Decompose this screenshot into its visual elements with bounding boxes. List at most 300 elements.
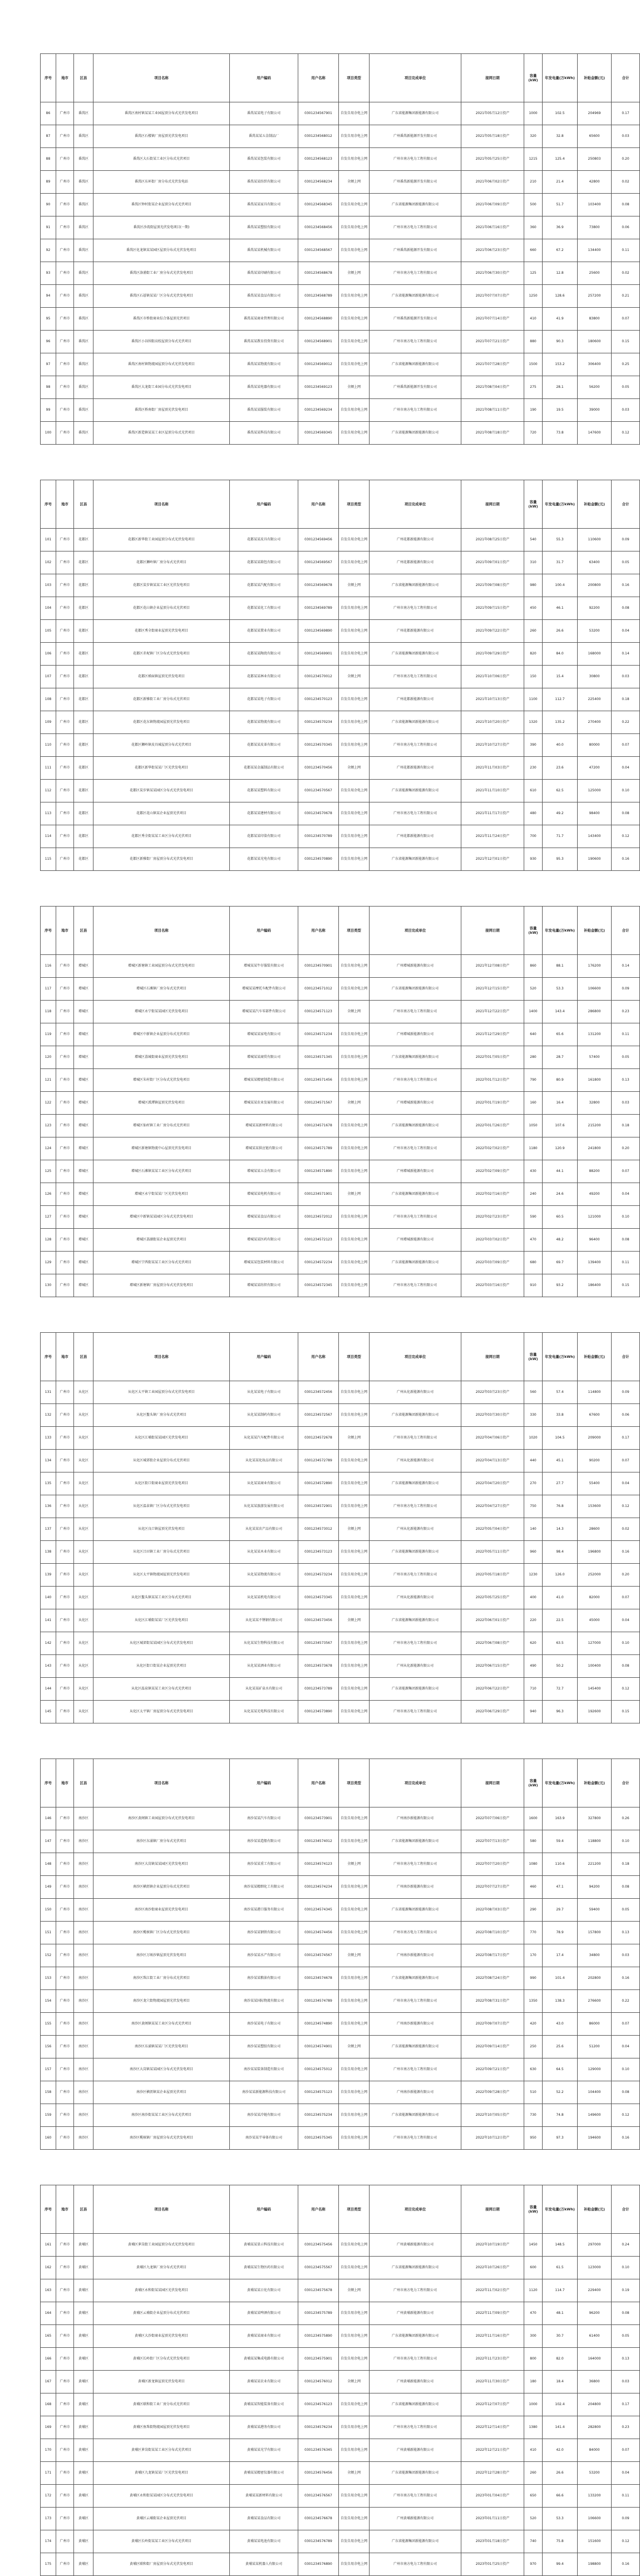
table-row	[41, 1830, 640, 1853]
table-cell: 2022年11月09日投产	[461, 2302, 524, 2325]
table-cell: 0.22	[612, 1990, 640, 2013]
table-cell: 860	[524, 955, 543, 978]
table-row	[41, 1990, 640, 2013]
table-cell: 36800	[578, 2371, 612, 2393]
table-cell: 0.02	[612, 171, 640, 194]
table-cell: 广州市	[56, 1967, 74, 1990]
table-cell: 24.6	[543, 1183, 578, 1206]
table-cell: 320	[524, 125, 543, 148]
table-cell: 广东省能源集团新能源有限公司	[370, 978, 461, 1001]
table-row	[41, 2439, 640, 2462]
table-cell: 从化某某制药有限公司	[230, 1404, 298, 1427]
table-cell: 0301234568123	[298, 148, 339, 171]
table-row	[41, 1046, 640, 1069]
table-cell: 0301234569234	[298, 399, 339, 422]
table-row	[41, 620, 640, 643]
column-header: 年发电量(万kWh)	[543, 1333, 578, 1381]
table-cell: 广州市	[56, 1252, 74, 1274]
table-cell: 2021年12月01日投产	[461, 848, 524, 871]
table-cell: 增城区	[74, 1229, 93, 1252]
table-cell: 650	[524, 2485, 543, 2508]
table-cell: 90	[41, 194, 56, 216]
table-cell: 从化区江埔街某某园区光伏发电项目	[93, 1427, 230, 1450]
table-cell: 42.0	[543, 2439, 578, 2462]
table-cell: 广州花都新能源有限公司	[370, 825, 461, 848]
table-cell: 增城区	[74, 1206, 93, 1229]
table-cell: 增城某某新材料有限公司	[230, 1115, 298, 1137]
table-cell: 0.09	[612, 529, 640, 551]
table-cell: 198800	[578, 2553, 612, 2576]
table-cell: 自发自用余电上网	[339, 711, 370, 734]
table-cell: 53200	[578, 2462, 612, 2485]
table-cell: 2022年05月04日投产	[461, 1518, 524, 1541]
table-cell: 0.23	[612, 1001, 640, 1023]
table-cell: 0.07	[612, 1160, 640, 1183]
table-cell: 广东省能源集团新能源有限公司	[370, 1678, 461, 1701]
table-cell: 2022年07月06日投产	[461, 1807, 524, 1830]
table-cell: 0.07	[612, 1450, 640, 1472]
table-row	[41, 2257, 640, 2279]
table-cell: 广东省能源集团新能源有限公司	[370, 1404, 461, 1427]
table-cell: 自发自用余电上网	[339, 734, 370, 757]
table-cell: 增城区	[74, 1252, 93, 1274]
table-cell: 广州市	[56, 1541, 74, 1564]
table-row	[41, 1381, 640, 1404]
table-cell: 全额上网	[339, 1518, 370, 1541]
table-row	[41, 1807, 640, 1830]
table-cell: 520	[524, 2508, 543, 2530]
table-cell: 270	[524, 1472, 543, 1495]
column-header: 项目名称	[93, 1759, 230, 1807]
table-row	[41, 353, 640, 376]
table-cell: 108	[41, 688, 56, 711]
table-cell: 增城某某纺织有限公司	[230, 1274, 298, 1297]
column-header: 项目完成单位	[370, 2185, 461, 2234]
table-row	[41, 597, 640, 620]
column-header: 项目类型	[339, 480, 370, 529]
table-cell: 从化某某农产品有限公司	[230, 1518, 298, 1541]
table-cell: 广州市	[56, 1137, 74, 1160]
table-cell: 番禺区	[74, 353, 93, 376]
table-cell: 自发自用余电上网	[339, 2013, 370, 2036]
table-cell: 南沙某某装备制造有限公司	[230, 2058, 298, 2081]
table-cell: 自发自用余电上网	[339, 2302, 370, 2325]
table-cell: 花都区花山镇企业屋顶分布式光伏项目	[93, 597, 230, 620]
table-cell: 花都某某置业有限公司	[230, 620, 298, 643]
table-row	[41, 1069, 640, 1092]
table-cell: 270400	[578, 711, 612, 734]
table-cell: 广州市	[56, 2508, 74, 2530]
table-cell: 花都某某陶瓷有限公司	[230, 643, 298, 666]
table-cell: 260	[524, 620, 543, 643]
table-cell: 149600	[578, 2104, 612, 2127]
subsidy-table-1	[40, 53, 640, 445]
table-cell: 南沙某某冷链有限公司	[230, 2104, 298, 2127]
column-header: 项目完成单位	[370, 1333, 461, 1381]
table-cell: 88.1	[543, 955, 578, 978]
table-row	[41, 1701, 640, 1723]
table-cell: 广州市	[56, 1183, 74, 1206]
table-cell: 黄埔区	[74, 2371, 93, 2393]
table-row	[41, 1495, 640, 1518]
table-row	[41, 1404, 640, 1427]
table-cell: 黄埔区	[74, 2553, 93, 2576]
table-cell: 0.08	[612, 2302, 640, 2325]
table-cell: 0.03	[612, 125, 640, 148]
table-cell: 番禺某某服装有限公司	[230, 399, 298, 422]
table-cell: 0301234570789	[298, 825, 339, 848]
table-cell: 2021年08月11日投产	[461, 399, 524, 422]
table-cell: 0.22	[612, 711, 640, 734]
table-cell: 1000	[524, 102, 543, 125]
table-cell: 154	[41, 1990, 56, 2013]
table-cell: 2021年10月06日投产	[461, 666, 524, 688]
table-row	[41, 1541, 640, 1564]
table-cell: 广州从化新能源有限公司	[370, 1655, 461, 1678]
table-cell: 黄埔某某显示科技有限公司	[230, 2234, 298, 2257]
column-header: 项目完成单位	[370, 907, 461, 955]
table-row	[41, 551, 640, 574]
table-cell: 165	[41, 2325, 56, 2348]
column-header: 区县	[74, 480, 93, 529]
table-cell: 黄埔区长岭街某某工业区分布式光伏项目	[93, 2530, 230, 2553]
table-row	[41, 734, 640, 757]
table-cell: 0301234568567	[298, 239, 339, 262]
table-cell: 2022年09月21日投产	[461, 2058, 524, 2081]
table-cell: 117	[41, 978, 56, 1001]
table-cell: 88	[41, 148, 56, 171]
table-cell: 自发自用余电上网	[339, 422, 370, 445]
table-cell: 53.3	[543, 2508, 578, 2530]
table-cell: 0301234569789	[298, 597, 339, 620]
table-cell: 0301234570567	[298, 780, 339, 802]
table-cell: 自发自用余电上网	[339, 2485, 370, 2508]
table-cell: 330	[524, 1404, 543, 1427]
table-cell: 39000	[578, 399, 612, 422]
table-cell: 黄埔区	[74, 2348, 93, 2371]
table-cell: 96400	[578, 1229, 612, 1252]
table-cell: 花都区炭步镇某某工业区光伏发电项目	[93, 574, 230, 597]
table-cell: 78.9	[543, 1922, 578, 1944]
table-cell: 广东省能源集团新能源有限公司	[370, 780, 461, 802]
table-cell: 自发自用余电上网	[339, 2416, 370, 2439]
table-cell: 280	[524, 1046, 543, 1069]
table-cell: 220	[524, 1609, 543, 1632]
table-cell: 0.12	[612, 2530, 640, 2553]
table-row	[41, 148, 640, 171]
table-cell: 2022年07月13日投产	[461, 1830, 524, 1853]
table-cell: 增城区	[74, 955, 93, 978]
table-cell: 自发自用余电上网	[339, 2234, 370, 2257]
table-row	[41, 2348, 640, 2371]
table-cell: 增城某某牛仔服装有限公司	[230, 955, 298, 978]
column-header: 补贴金额(元)	[578, 1333, 612, 1381]
table-cell: 广州市	[56, 2393, 74, 2416]
table-cell: 0.09	[612, 2508, 640, 2530]
table-cell: 171	[41, 2462, 56, 2485]
table-cell: 广东省能源集团新能源有限公司	[370, 2393, 461, 2416]
table-cell: 广州市	[56, 643, 74, 666]
table-cell: 广州市	[56, 802, 74, 825]
table-cell: 广州花都新能源有限公司	[370, 620, 461, 643]
table-cell: 2022年05月25日投产	[461, 1587, 524, 1609]
table-cell: 广州市	[56, 1206, 74, 1229]
table-cell: 115	[41, 848, 56, 871]
table-cell: 广州市南方电力工程有限公司	[370, 2279, 461, 2302]
table-cell: 192600	[578, 1701, 612, 1723]
table-cell: 64.5	[543, 2058, 578, 2081]
column-header: 年发电量(万kWh)	[543, 907, 578, 955]
table-cell: 花都区	[74, 620, 93, 643]
table-cell: 广州市南方电力工程有限公司	[370, 2553, 461, 2576]
table-cell: 广州市	[56, 1655, 74, 1678]
table-cell: 南沙区	[74, 1922, 93, 1944]
table-cell: 2022年03月30日投产	[461, 1404, 524, 1427]
column-header: 用户名称	[298, 2185, 339, 2234]
table-cell: 增城区新塘镇物流中心屋顶光伏发电项目	[93, 1137, 230, 1160]
table-row	[41, 1587, 640, 1609]
table-cell: 从化区	[74, 1450, 93, 1472]
table-cell: 从化区	[74, 1655, 93, 1678]
table-header-row	[41, 54, 640, 102]
table-cell: 0301234568234	[298, 171, 339, 194]
table-cell: 花都某某皮革有限公司	[230, 734, 298, 757]
column-header: 项目名称	[93, 907, 230, 955]
table-cell: 48.2	[543, 1229, 578, 1252]
table-cell: 花都某某塑料有限公司	[230, 780, 298, 802]
table-cell: 33.8	[543, 1404, 578, 1427]
table-row	[41, 216, 640, 239]
table-cell: 番禺区市桥街商业综合体屋顶光伏项目	[93, 308, 230, 331]
table-cell: 从化区太平镇工业园屋顶分布式光伏发电项目	[93, 1381, 230, 1404]
table-cell: 广州市	[56, 1701, 74, 1723]
table-cell: 0.15	[612, 1701, 640, 1723]
table-row	[41, 399, 640, 422]
table-cell: 0.10	[612, 2058, 640, 2081]
table-cell: 从化区城郊街某某园区分布式光伏发电项目	[93, 1632, 230, 1655]
table-cell: 广州市	[56, 848, 74, 871]
table-cell: 710	[524, 1678, 543, 1701]
table-cell: 260	[524, 2462, 543, 2485]
table-cell: 170	[524, 1944, 543, 1967]
table-cell: 26.6	[543, 2462, 578, 2485]
table-cell: 南沙区南沙街商业屋顶光伏发电项目	[93, 1899, 230, 1922]
column-header: 合计	[612, 480, 640, 529]
table-cell: 69.7	[543, 1252, 578, 1274]
table-cell: 0.15	[612, 331, 640, 353]
table-cell: 自发自用余电上网	[339, 216, 370, 239]
table-cell: 2021年08月18日投产	[461, 422, 524, 445]
table-cell: 番禺某某食品有限公司	[230, 285, 298, 308]
table-cell: 黄埔区新龙镇屋顶光伏发电项目	[93, 2371, 230, 2393]
table-cell: 广州从化新能源有限公司	[370, 1518, 461, 1541]
table-cell: 南沙区	[74, 1853, 93, 1876]
table-row	[41, 125, 640, 148]
table-cell: 1230	[524, 1564, 543, 1587]
table-cell: 0301234573012	[298, 1518, 339, 1541]
table-row	[41, 1876, 640, 1899]
table-cell: 114800	[578, 1381, 612, 1404]
subsidy-table-5	[40, 1759, 640, 2150]
table-cell: 全额上网	[339, 1853, 370, 1876]
table-cell: 广东省能源集团新能源有限公司	[370, 1609, 461, 1632]
table-cell: 57400	[578, 1046, 612, 1069]
table-cell: 164	[41, 2302, 56, 2325]
table-cell: 490	[524, 1655, 543, 1678]
table-cell: 67.2	[543, 239, 578, 262]
table-cell: 0301234572012	[298, 1206, 339, 1229]
table-cell: 从化区温泉镇某某工业区分布式光伏项目	[93, 1678, 230, 1701]
table-cell: 210	[524, 171, 543, 194]
table-cell: 112	[41, 780, 56, 802]
table-cell: 0.20	[612, 1564, 640, 1587]
table-cell: 103400	[578, 194, 612, 216]
table-cell: 2023年01月04日投产	[461, 2485, 524, 2508]
table-cell: 从化区	[74, 1587, 93, 1609]
table-cell: 增城区	[74, 1137, 93, 1160]
table-cell: 广州市	[56, 376, 74, 399]
column-header: 补贴金额(元)	[578, 1759, 612, 1807]
table-cell: 增城区派潭镇屋顶光伏发电项目	[93, 1092, 230, 1115]
table-cell: 84.0	[543, 643, 578, 666]
table-cell: 102.5	[543, 102, 578, 125]
table-cell: 自发自用余电上网	[339, 1069, 370, 1092]
table-cell: 72.7	[543, 1678, 578, 1701]
table-cell: 186400	[578, 1274, 612, 1297]
table-cell: 自发自用余电上网	[339, 955, 370, 978]
table-header-row	[41, 907, 640, 955]
table-cell: 全额上网	[339, 376, 370, 399]
table-cell: 95	[41, 308, 56, 331]
table-cell: 番禺区	[74, 422, 93, 445]
table-cell: 1600	[524, 1807, 543, 1830]
table-row	[41, 2104, 640, 2127]
table-row	[41, 1632, 640, 1655]
table-cell: 160	[524, 1092, 543, 1115]
table-cell: 190	[524, 399, 543, 422]
table-cell: 广州市	[56, 2081, 74, 2104]
column-header: 项目类型	[339, 54, 370, 102]
table-cell: 花都区新雅街工业厂房分布式光伏项目	[93, 688, 230, 711]
table-cell: 广东省能源集团新能源有限公司	[370, 2036, 461, 2058]
table-cell: 600	[524, 2257, 543, 2279]
table-cell: 从化区	[74, 1518, 93, 1541]
table-cell: 151600	[578, 2530, 612, 2553]
table-row	[41, 666, 640, 688]
table-cell: 自发自用余电上网	[339, 1632, 370, 1655]
table-cell: 0301234575901	[298, 2348, 339, 2371]
table-cell: 204969	[578, 102, 612, 125]
table-cell: 广东省能源集团新能源有限公司	[370, 1472, 461, 1495]
table-cell: 0301234574789	[298, 1990, 339, 2013]
table-cell: 163	[41, 2279, 56, 2302]
table-cell: 42800	[578, 171, 612, 194]
table-cell: 132	[41, 1404, 56, 1427]
table-header-row	[41, 480, 640, 529]
table-cell: 从化区街口街某企业屋顶光伏项目	[93, 1655, 230, 1678]
table-cell: 0.08	[612, 597, 640, 620]
table-cell: 广州市	[56, 1830, 74, 1853]
table-cell: 121000	[578, 1206, 612, 1229]
table-cell: 花都区	[74, 734, 93, 757]
table-cell: 南沙区横沥镇某企业屋顶光伏项目	[93, 2081, 230, 2104]
table-cell: 从化某某矿泉水有限公司	[230, 1678, 298, 1701]
table-cell: 广州市	[56, 2257, 74, 2279]
table-cell: 南沙区珠江街工业厂房分布式光伏项目	[93, 1967, 230, 1990]
table-cell: 160	[41, 2127, 56, 2150]
table-cell: 0.10	[612, 1632, 640, 1655]
table-cell: 增城某某商贸有限公司	[230, 1046, 298, 1069]
table-cell: 1500	[524, 353, 543, 376]
column-header: 合计	[612, 2185, 640, 2234]
column-header: 补贴金额(元)	[578, 54, 612, 102]
table-cell: 1380	[524, 2416, 543, 2439]
table-cell: 广州市	[56, 1404, 74, 1427]
table-cell: 花都区花东镇物流园屋顶光伏发电项目	[93, 711, 230, 734]
column-header: 项目名称	[93, 2185, 230, 2234]
column-header: 年发电量(万kWh)	[543, 480, 578, 529]
table-cell: 花都区	[74, 757, 93, 780]
column-header: 容量(kW)	[524, 1333, 543, 1381]
table-cell: 0.08	[612, 194, 640, 216]
table-cell: 480	[524, 802, 543, 825]
table-cell: 167	[41, 2371, 56, 2393]
table-cell: 0301234574456	[298, 1922, 339, 1944]
table-cell: 黄埔区	[74, 2279, 93, 2302]
table-cell: 广州市	[56, 2104, 74, 2127]
column-header: 用户编码	[230, 907, 298, 955]
table-cell: 121	[41, 1069, 56, 1092]
table-cell: 广州市南方电力工程有限公司	[370, 1069, 461, 1092]
table-cell: 广州市	[56, 1853, 74, 1876]
table-row	[41, 1472, 640, 1495]
column-header: 地市	[56, 1759, 74, 1807]
table-cell: 自发自用余电上网	[339, 353, 370, 376]
table-row	[41, 780, 640, 802]
column-header: 用户编码	[230, 480, 298, 529]
table-cell: 广州市	[56, 1023, 74, 1046]
table-cell: 2021年09月15日投产	[461, 597, 524, 620]
table-cell: 0301234569012	[298, 353, 339, 376]
table-cell: 250	[524, 2036, 543, 2058]
table-cell: 2021年07月21日投产	[461, 331, 524, 353]
table-cell: 增城区	[74, 1069, 93, 1092]
column-header: 接网日期	[461, 54, 524, 102]
table-cell: 0.25	[612, 353, 640, 376]
table-cell: 广州市南方电力工程有限公司	[370, 1137, 461, 1160]
table-cell: 花都某某林业有限公司	[230, 666, 298, 688]
table-cell: 109	[41, 711, 56, 734]
table-cell: 广州市南方电力工程有限公司	[370, 331, 461, 353]
table-cell: 0301234571345	[298, 1046, 339, 1069]
table-cell: 88200	[578, 1160, 612, 1183]
table-cell: 广州市	[56, 2371, 74, 2393]
table-cell: 自发自用余电上网	[339, 1472, 370, 1495]
table-cell: 黄埔区	[74, 2393, 93, 2416]
table-cell: 增城区	[74, 1160, 93, 1183]
table-cell: 广州增城新能源有限公司	[370, 955, 461, 978]
table-cell: 142	[41, 1632, 56, 1655]
table-cell: 126.0	[543, 1564, 578, 1587]
table-cell: 0301234574678	[298, 1967, 339, 1990]
table-row	[41, 2234, 640, 2257]
table-cell: 0301234572901	[298, 1495, 339, 1518]
table-cell: 15.4	[543, 666, 578, 688]
table-cell: 2022年11月16日投产	[461, 2325, 524, 2348]
table-cell: 黄埔某某港务有限公司	[230, 2416, 298, 2439]
table-cell: 广州市	[56, 734, 74, 757]
table-cell: 南沙某某造船有限公司	[230, 1830, 298, 1853]
